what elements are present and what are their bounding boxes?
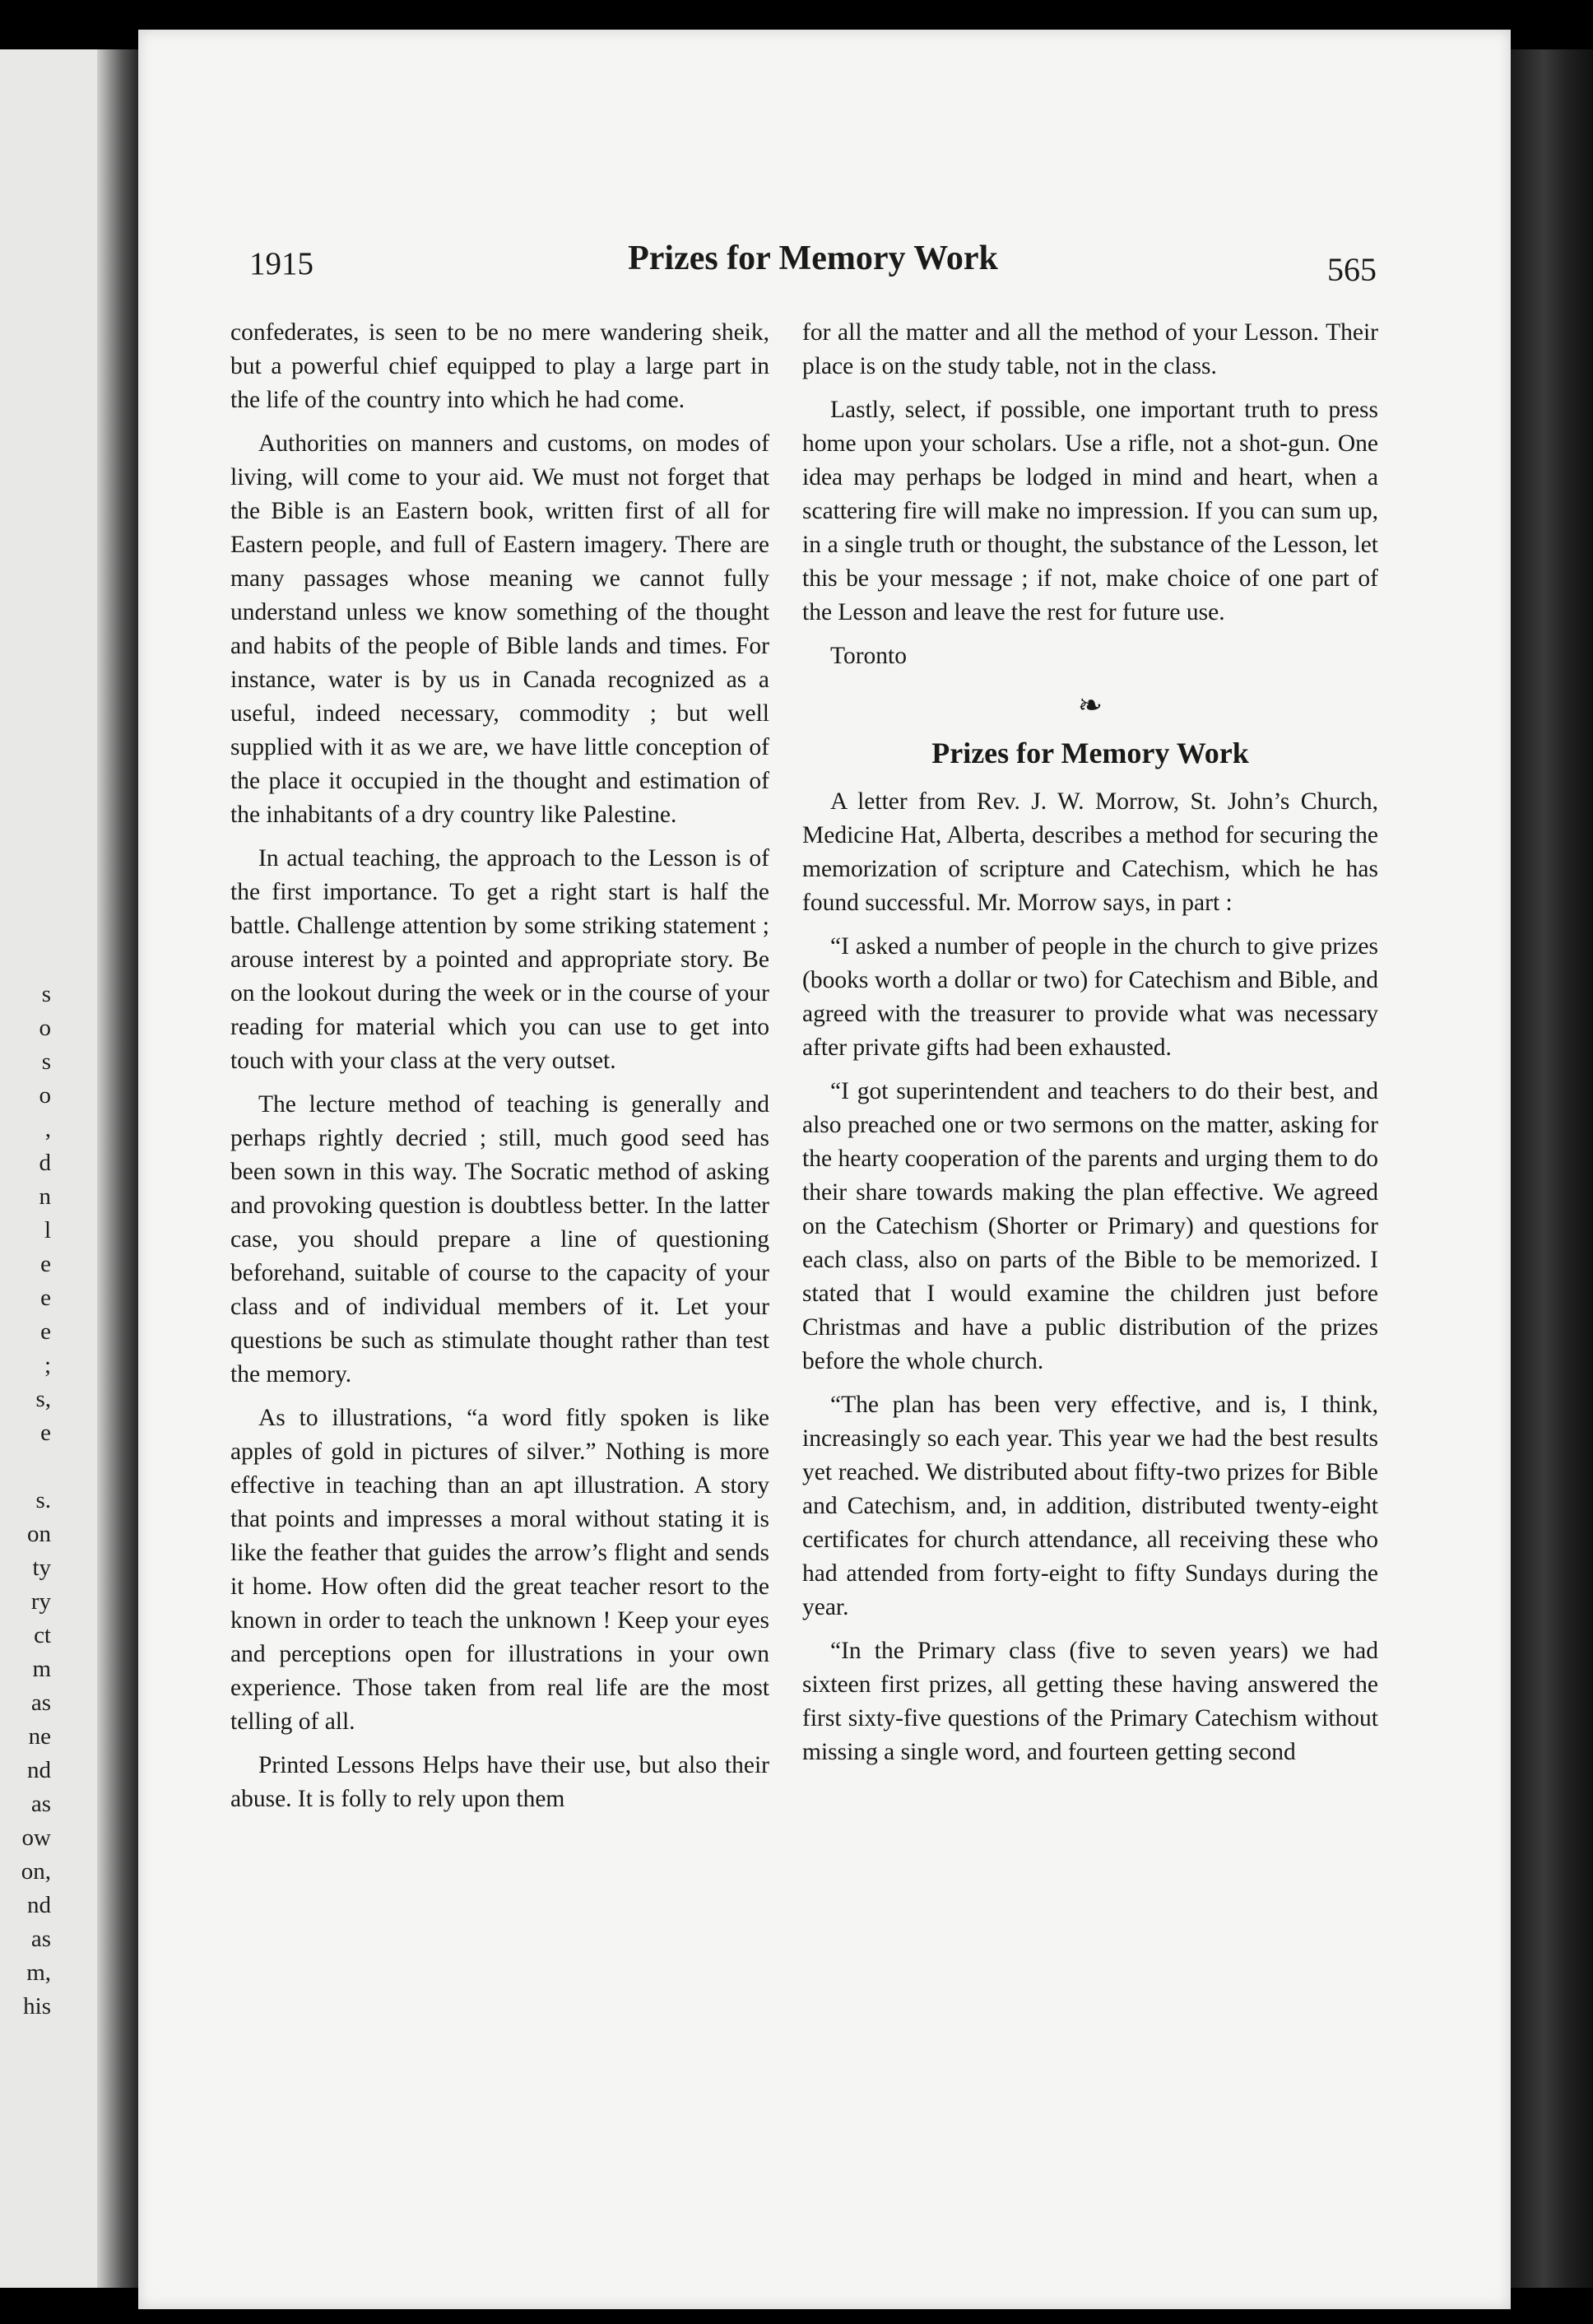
margin-fragment: ne — [28, 1723, 51, 1750]
running-head-year: 1915 — [249, 246, 313, 281]
paragraph: “I got superintendent and teachers to do their best, and also preached one or two sermons on the matter, asking for the hearty cooperation of the parents and urging them to do their share towards making the plan effective. We agreed on the Catechism (Shorter or Primary) and questions for each class, also on parts of the Bible to be memorized. I stated that I would examine the children just before Christmas and have a public distribution of the prizes before the whole church. — [802, 1078, 1378, 1374]
author-location: Toronto — [830, 643, 907, 669]
paragraph: “I asked a number of people in the church to give prizes (books worth a dollar or two) for Catechism and Bible, and agreed with the treasurer to provide what was necessary after private gifts had been exhausted. — [802, 933, 1378, 1061]
paragraph: A letter from Rev. J. W. Morrow, St. John’s Church, Medicine Hat, Alberta, describes a method for securing the memorization of scripture and Catechism, which he has found successful. Mr. Morrow says, in part : — [802, 788, 1378, 916]
paragraph: As to illustrations, “a word fitly spoken is like apples of gold in pictures of silver.” Nothing is more effective in teaching than an apt illustration. A story that points and impresses a moral without stating it is like the feather that guides the arrow’s flight and sends it home. How often did the great teacher resort to the known in order to teach the unknown ! Keep your eyes and perceptions open for illustrations in your own experience. Those taken from real life are the most telling of all. — [230, 1405, 769, 1735]
margin-fragment: l — [44, 1217, 51, 1243]
margin-fragment: s. — [35, 1487, 51, 1513]
section-title: Prizes for Memory Work — [931, 737, 1249, 769]
margin-fragment: as — [30, 1926, 51, 1952]
margin-fragment: e — [40, 1251, 51, 1277]
margin-fragment: ct — [34, 1622, 51, 1648]
margin-fragment — [0, 1450, 51, 1484]
margin-fragment: e — [40, 1420, 51, 1446]
paragraph: Lastly, select, if possible, one important truth to press home upon your scholars. Use a rifle, not a shot-gun. One idea may perhaps be lodged in mind and heart, when a scattering fire will make no impression. If you can sum up, in a single truth or thought, the substance of the Lesson, let this be your message ; if not, make choice of one part of the Lesson and leave the rest for future use. — [802, 397, 1378, 625]
margin-fragment: nd — [27, 1892, 51, 1918]
paragraph: In actual teaching, the approach to the Lesson is of the first importance. To get a right start is half the battle. Challenge attention by some striking statement ; arouse interest by a pointed and appropriate story. Be on the lookout during the week or in the course of your reading for material which you can use to get into touch with your class at the very outset. — [230, 845, 769, 1074]
paragraph: for all the matter and all the method of your Lesson. Their place is on the study table, not in the class. — [802, 319, 1378, 379]
margin-fragment: nd — [27, 1757, 51, 1783]
book-gutter — [97, 49, 140, 2288]
paragraph: Printed Lessons Helps have their use, but also their abuse. It is folly to rely upon them — [230, 1752, 769, 1812]
right-column — [802, 316, 1378, 1779]
margin-fragment: d — [39, 1150, 51, 1176]
margin-fragment: s, — [35, 1386, 51, 1412]
paragraph: The lecture method of teaching is generally and perhaps rightly decried ; still, much good seed has been sown in this way. The Socratic method of asking and provoking question is doubtless better. In the latter case, you should prepare a line of questioning beforehand, suitable of course to the capacity of your class and of individual members of it. Let your questions be such as stimulate thought rather than test the memory. — [230, 1091, 769, 1387]
margin-fragment: ty — [32, 1555, 51, 1581]
margin-fragment: his — [23, 1993, 51, 2020]
margin-fragment: s — [41, 981, 51, 1007]
margin-fragment: on — [27, 1521, 51, 1547]
margin-fragment: ry — [30, 1588, 51, 1615]
margin-fragment: ; — [44, 1352, 51, 1378]
book-edge-right — [1511, 49, 1593, 2288]
margin-fragment: as — [30, 1690, 51, 1716]
margin-fragment: o — [39, 1015, 51, 1041]
margin-fragment: m — [32, 1656, 51, 1682]
margin-fragment: ow — [21, 1824, 51, 1851]
margin-fragment: o — [39, 1082, 51, 1109]
margin-fragment: on, — [21, 1858, 51, 1885]
margin-fragment: e — [40, 1318, 51, 1345]
paragraph: confederates, is seen to be no mere wandering sheik, but a powerful chief equipped to play a large part in the life of the country into which he had come. — [230, 319, 769, 413]
paragraph: “The plan has been very effective, and is, I think, increasingly so each year. This year we had the best results yet reached. We distributed about fifty-two prizes for Bible and Catechism, and, in addition, distributed twenty-eight certificates for church attendance, all receiving these who had attended from forty-eight to fifty Sundays during the year. — [802, 1392, 1378, 1620]
facing-page-fragments — [0, 978, 51, 2024]
margin-fragment: n — [39, 1183, 51, 1210]
paragraph: “In the Primary class (five to seven years) we had sixteen first prizes, all getting these having answered the first sixty-five questions of the Primary Catechism without missing a single word, and fourteen getting second — [802, 1638, 1378, 1765]
page-number: 565 — [1327, 251, 1377, 288]
margin-fragment: e — [40, 1285, 51, 1311]
margin-fragment: , — [44, 1116, 51, 1142]
margin-fragment: s — [41, 1048, 51, 1075]
running-head — [249, 239, 1377, 288]
margin-fragment: as — [30, 1791, 51, 1817]
left-column — [230, 316, 769, 1826]
paragraph: Authorities on manners and customs, on modes of living, will come to your aid. We must not forget that the Bible is an Eastern book, written first of all for Eastern people, and full of Eastern imagery. There are many passages whose meaning we cannot fully understand unless we know something of the thought and habits of the people of Bible lands and times. For instance, water is by us in Canada recognized as a useful, indeed necessary, commodity ; but well supplied with it as we are, we have little conception of the place it occupied in the thought and estimation of the inhabitants of a dry country like Palestine. — [230, 430, 769, 828]
running-head-title: Prizes for Memory Work — [628, 239, 998, 277]
ornament-icon: ❧ — [1077, 689, 1103, 722]
margin-fragment: m, — [26, 1959, 51, 1986]
